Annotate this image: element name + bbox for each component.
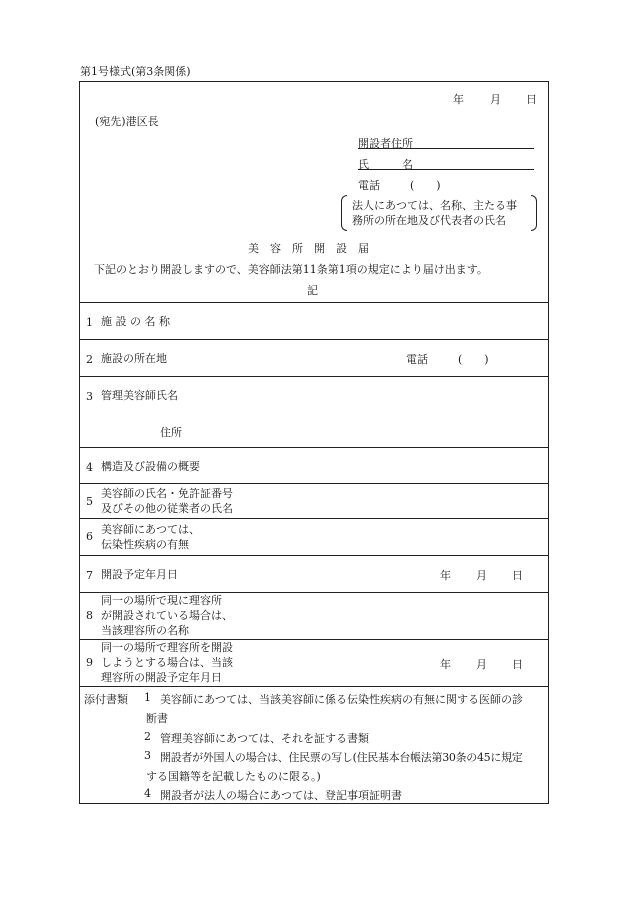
attachment-number: 1 [144, 691, 151, 704]
row-label-line: 美容師にあつては、 [101, 523, 200, 536]
corp-note-bracket-left [341, 195, 347, 231]
row-label [101, 486, 233, 516]
ki-mark: 記 [307, 284, 318, 297]
date-day: 日 [512, 569, 523, 582]
row-label-line: しようとする場合は、当該 [101, 656, 233, 669]
applicant-phone-parens[interactable]: ( ) [410, 179, 441, 192]
date-day: 日 [512, 658, 523, 671]
row-label-line: 当該理容所の名称 [101, 624, 189, 637]
row-label [101, 640, 233, 685]
row-phone-parens[interactable]: ( ) [458, 353, 489, 366]
date-year: 年 [453, 93, 464, 106]
divider [79, 447, 549, 448]
applicant-name-line[interactable] [358, 169, 534, 170]
date-year: 年 [440, 569, 451, 582]
row-label-line: 伝染性疾病の有無 [101, 538, 189, 551]
intro-text: 下記のとおり開設しますので、美容師法第11条第1項の規定により届け出ます。 [94, 263, 488, 276]
row-number: 6 [86, 530, 93, 543]
divider [79, 483, 549, 484]
row-label: 施 設 の 名 称 [101, 315, 170, 328]
row-number: 2 [86, 353, 93, 366]
applicant-name-label: 氏 名 [358, 158, 413, 171]
attachment-number: 4 [144, 787, 151, 800]
attachment-text: 断書 [146, 712, 168, 725]
divider [79, 302, 549, 303]
row-label-line: 理容所の開設予定年月日 [101, 671, 222, 684]
row-number: 9 [86, 656, 93, 669]
row-label-line: 及びその他の従業者の氏名 [101, 502, 233, 515]
applicant-address-label: 開設者住所 [358, 137, 413, 150]
row-label: 管理美容師氏名 [101, 389, 178, 402]
attachment-text: 開設者が外国人の場合は、住民票の写し(住民基本台帳法第30条の45に規定 [160, 751, 523, 764]
row-number: 4 [86, 461, 93, 474]
attachment-number: 2 [144, 730, 151, 743]
corp-note-line1: 法人にあつては、名称、主たる事 [352, 199, 517, 212]
divider [79, 686, 549, 687]
row-label: 施設の所在地 [101, 352, 167, 365]
date-month: 月 [476, 569, 487, 582]
row-number: 7 [86, 569, 93, 582]
corp-note [352, 198, 517, 228]
date-month: 月 [490, 93, 501, 106]
attachment-text: 開設者が法人の場合にあつては、登記事項証明書 [160, 789, 402, 802]
divider [79, 376, 549, 377]
row-label-line: 同一の場所で理容所を開設 [101, 641, 233, 654]
applicant-address-line[interactable] [358, 148, 534, 149]
row-number: 3 [86, 390, 93, 403]
row-number: 5 [86, 495, 93, 508]
row-number: 1 [86, 316, 93, 329]
row-phone-label: 電話 [406, 353, 428, 366]
row-label [101, 593, 233, 638]
document-title: 美 容 所 開 設 届 [248, 242, 369, 255]
corp-note-line2: 務所の所在地及び代表者の氏名 [352, 214, 506, 227]
attachment-number: 3 [144, 749, 151, 762]
row-number: 8 [86, 609, 93, 622]
applicant-phone-label: 電話 [358, 179, 380, 192]
row-label [101, 522, 200, 552]
form-id: 第1号様式(第3条関係) [80, 65, 191, 78]
divider [79, 555, 549, 556]
attachment-text: 管理美容師にあつては、それを証する書類 [160, 732, 369, 745]
attachment-text: する国籍等を記載したものに限る。) [146, 770, 321, 783]
addressee: (宛先)港区長 [95, 115, 159, 128]
corp-note-bracket-right [531, 195, 537, 231]
attachment-text: 美容師にあつては、当該美容師に係る伝染性疾病の有無に関する医師の診 [160, 693, 523, 706]
row-label-line: が開設されている場合は、 [101, 609, 233, 622]
row-label: 開設予定年月日 [101, 568, 178, 581]
divider [79, 518, 549, 519]
row-label-line: 同一の場所で現に理容所 [101, 594, 222, 607]
date-month: 月 [476, 658, 487, 671]
date-year: 年 [440, 658, 451, 671]
row-sub-label: 住所 [160, 426, 182, 439]
attachments-heading: 添付書類 [84, 693, 128, 706]
date-day: 日 [526, 93, 537, 106]
row-label: 構造及び設備の概要 [101, 460, 200, 473]
row-label-line: 美容師の氏名・免許証番号 [101, 487, 233, 500]
divider [79, 339, 549, 340]
